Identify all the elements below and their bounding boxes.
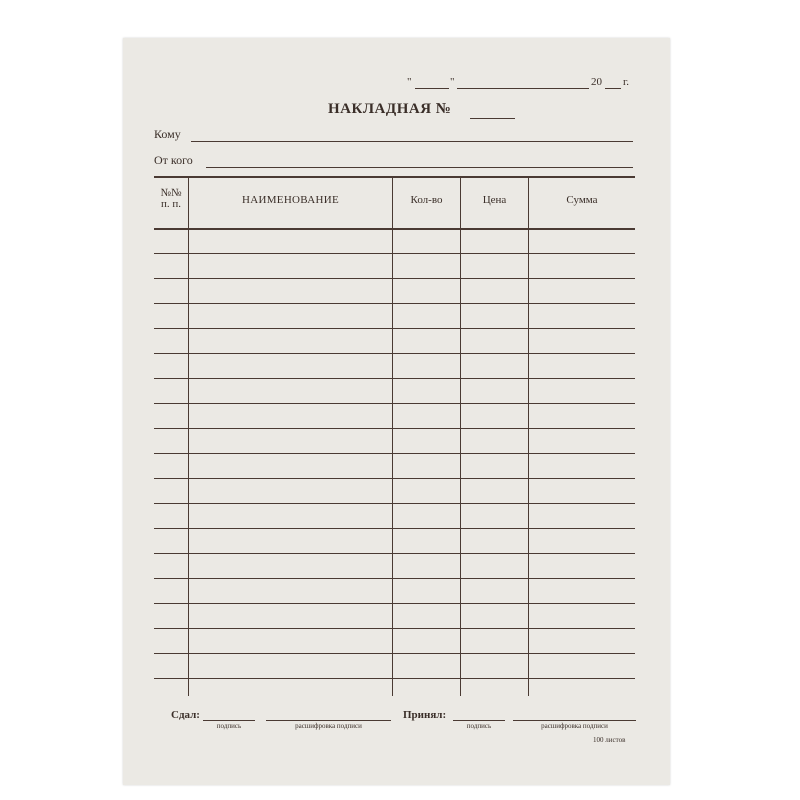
handed-decode-line bbox=[266, 720, 391, 721]
table-row-line bbox=[154, 653, 635, 654]
header-name: НАИМЕНОВАНИЕ bbox=[241, 194, 339, 206]
sheet-count-note: 100 листов bbox=[593, 736, 626, 744]
table-row-line bbox=[154, 478, 635, 479]
date-month-blank bbox=[457, 88, 589, 89]
date-quote-open: " bbox=[407, 76, 412, 88]
received-decode-caption: расшифровка подписи bbox=[541, 722, 608, 730]
table-row-line bbox=[154, 453, 635, 454]
column-divider-price bbox=[528, 176, 529, 696]
invoice-form-sheet bbox=[123, 38, 670, 785]
date-year-prefix: 20 bbox=[591, 76, 602, 88]
table-row-line bbox=[154, 278, 635, 279]
table-row-line bbox=[154, 403, 635, 404]
table-top-border bbox=[154, 176, 635, 178]
table-row-line bbox=[154, 328, 635, 329]
header-num-line1: №№ bbox=[160, 187, 182, 199]
recipient-field-line bbox=[191, 141, 633, 142]
table-row-line bbox=[154, 303, 635, 304]
received-signature-line bbox=[453, 720, 505, 721]
page-title: НАКЛАДНАЯ № bbox=[328, 101, 452, 117]
table-row-line bbox=[154, 503, 635, 504]
header-price: Цена bbox=[482, 194, 507, 206]
column-divider-qty bbox=[460, 176, 461, 696]
handed-signature-caption: подпись bbox=[216, 722, 242, 730]
table-row-line bbox=[154, 353, 635, 354]
date-year-suffix: г. bbox=[623, 76, 630, 88]
handed-decode-caption: расшифровка подписи bbox=[295, 722, 362, 730]
received-label: Принял: bbox=[403, 709, 447, 721]
table-row-line bbox=[154, 428, 635, 429]
sender-field-line bbox=[206, 167, 633, 168]
handed-signature-line bbox=[203, 720, 255, 721]
table-row-line bbox=[154, 578, 635, 579]
table-row-line bbox=[154, 378, 635, 379]
column-divider-name bbox=[392, 176, 393, 696]
table-row-line bbox=[154, 678, 635, 679]
table-row-line bbox=[154, 528, 635, 529]
recipient-label: Кому bbox=[154, 127, 181, 141]
table-row-line bbox=[154, 253, 635, 254]
header-num-line2: п. п. bbox=[160, 198, 182, 210]
sender-label: От кого bbox=[154, 153, 193, 167]
header-sum: Сумма bbox=[566, 194, 598, 206]
date-day-blank bbox=[415, 88, 449, 89]
column-divider-num bbox=[188, 176, 189, 696]
invoice-number-blank bbox=[470, 118, 515, 119]
table-row-line bbox=[154, 553, 635, 554]
table-header-border bbox=[154, 228, 635, 230]
table-row-line bbox=[154, 628, 635, 629]
date-quote-close: " bbox=[450, 76, 455, 88]
date-year-blank bbox=[605, 88, 621, 89]
received-decode-line bbox=[513, 720, 636, 721]
header-num bbox=[154, 188, 188, 210]
table-row-line bbox=[154, 603, 635, 604]
goods-table bbox=[154, 176, 635, 696]
received-signature-caption: подпись bbox=[466, 722, 492, 730]
handed-over-label: Сдал: bbox=[171, 709, 200, 721]
header-qty: Кол-во bbox=[410, 194, 443, 206]
